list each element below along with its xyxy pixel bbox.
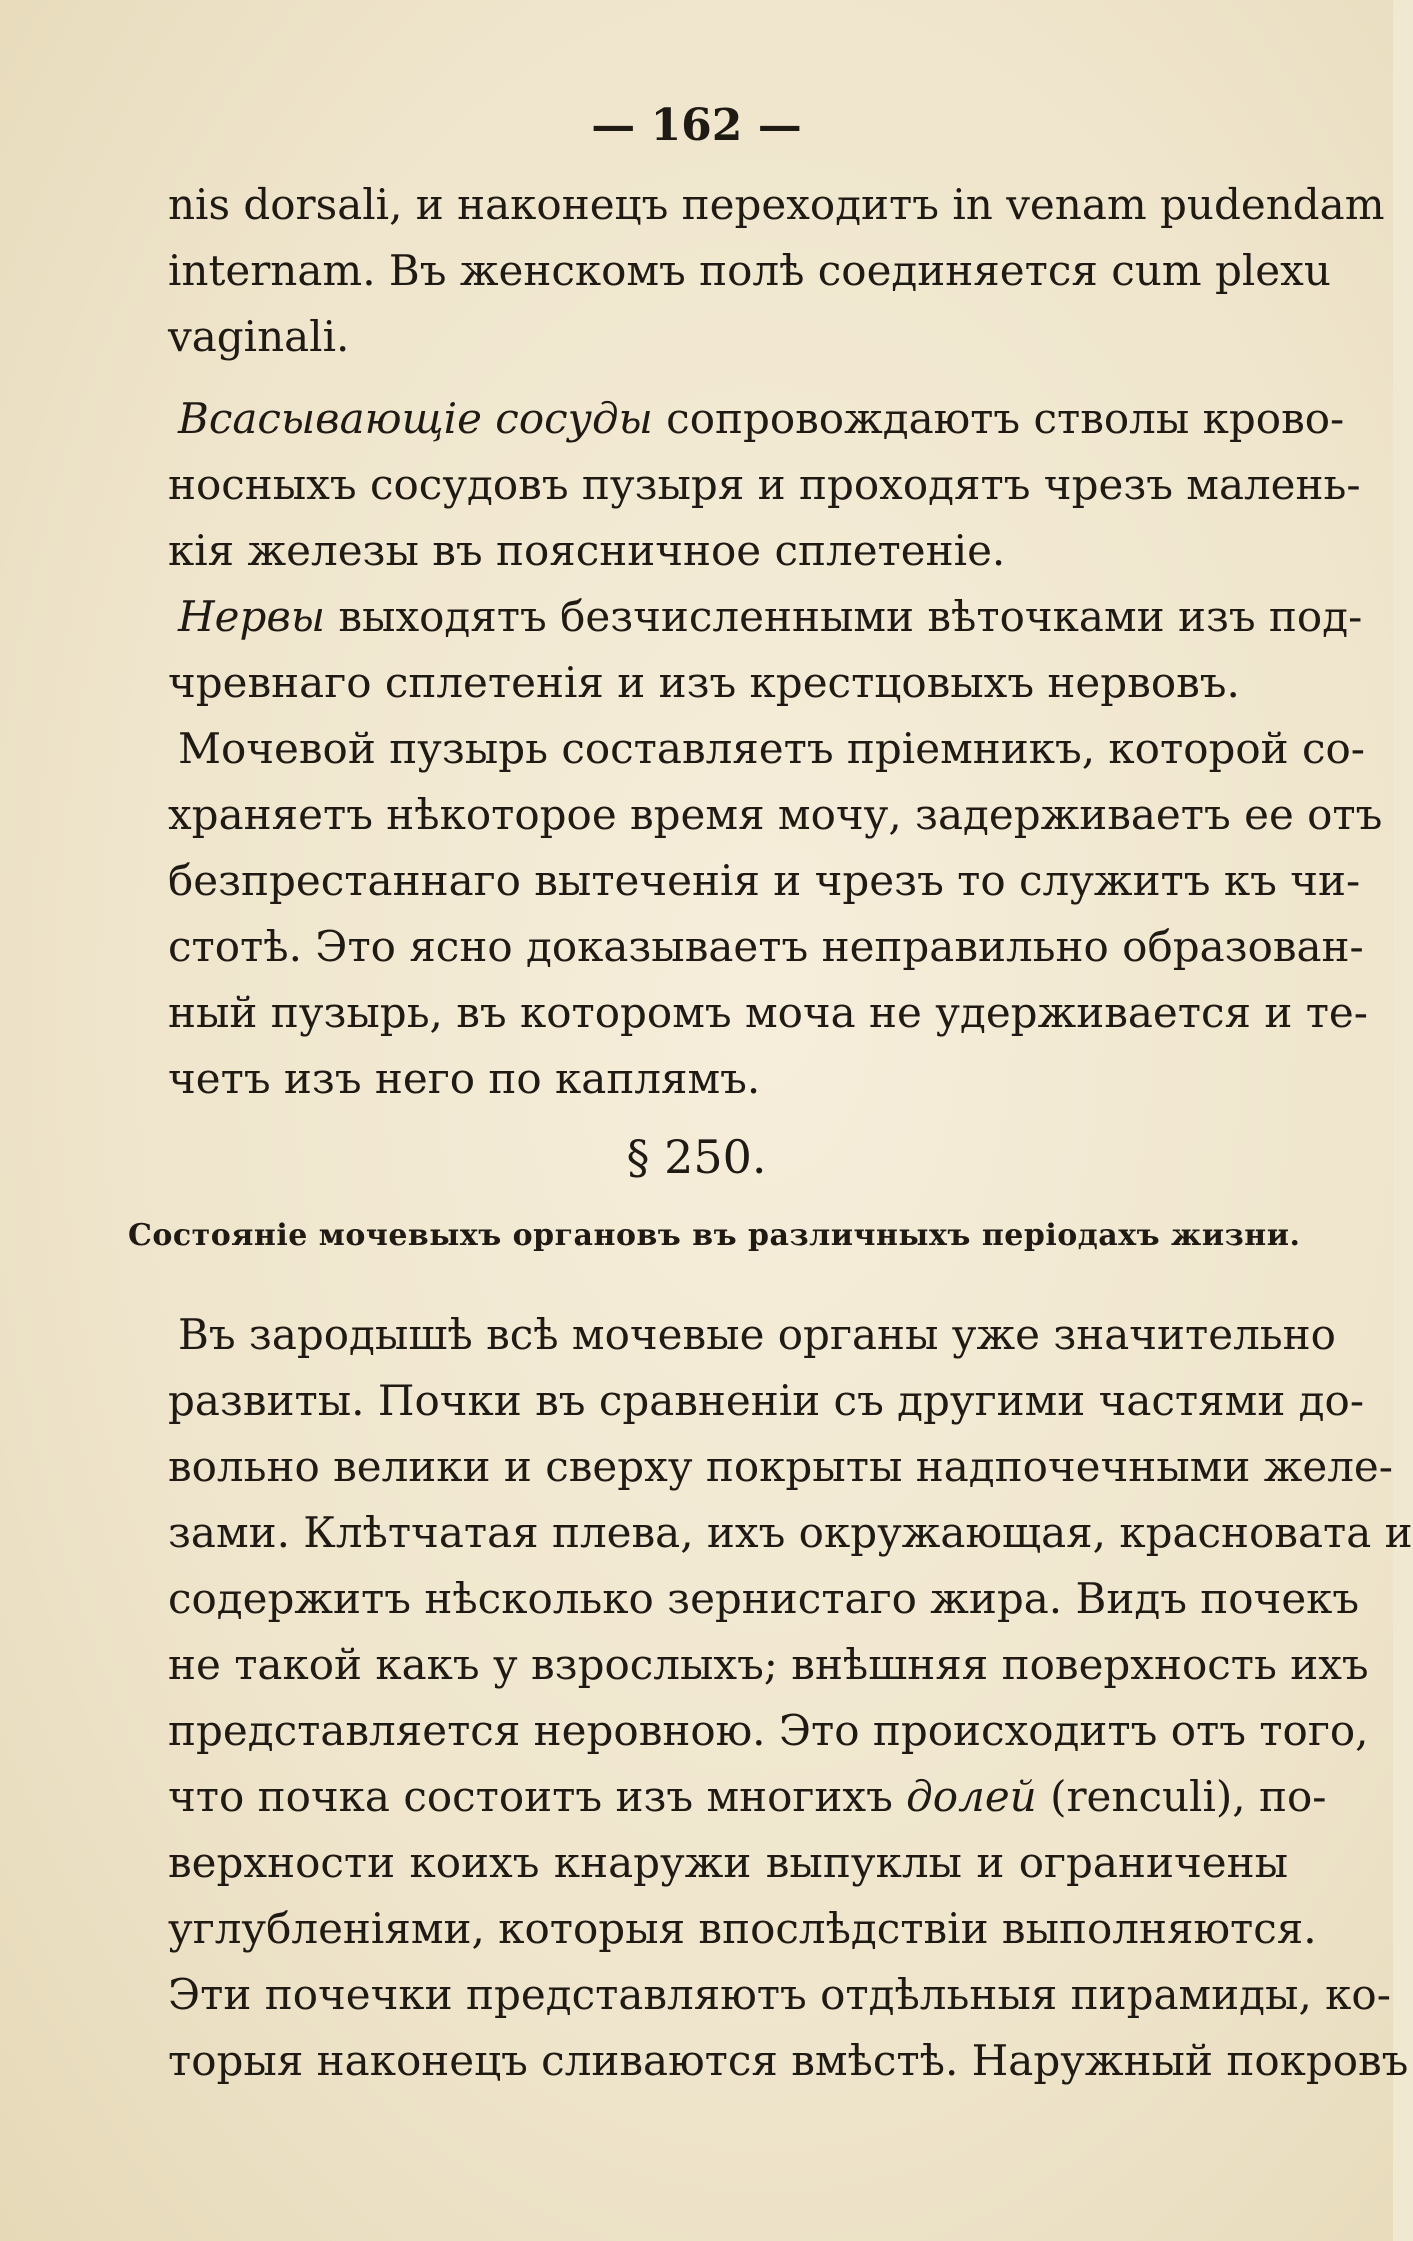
text-line: Въ зародышѣ всѣ мочевые органы уже значительно (178, 1310, 1336, 1359)
text-line: безпрестаннаго вытеченія и чрезъ то служитъ къ чи- (168, 856, 1361, 905)
text-line: торыя наконецъ сливаются вмѣстѣ. Наружный покровъ (168, 2036, 1409, 2085)
italic-term: долей (906, 1772, 1037, 1821)
text-line: не такой какъ у взрослыхъ; внѣшняя поверхность ихъ (168, 1640, 1369, 1689)
text-span: что почка состоитъ изъ многихъ (168, 1772, 907, 1821)
text-line (168, 1764, 1327, 1830)
text-line: чревнаго сплетенія и изъ крестцовыхъ нервовъ. (168, 658, 1240, 707)
text-line: вольно велики и сверху покрыты надпочечными желе- (168, 1442, 1393, 1491)
text-span: выходятъ безчисленными вѣточками изъ под- (325, 592, 1363, 641)
text-line: развиты. Почки въ сравненіи съ другими частями до- (168, 1376, 1365, 1425)
text-span: (renculi), по- (1036, 1772, 1327, 1821)
section-number: § 250. (626, 1130, 767, 1184)
text-line: Эти почечки представляютъ отдѣльныя пирамиды, ко- (168, 1970, 1391, 2019)
text-line (168, 584, 1363, 650)
text-line: верхности коихъ кнаружи выпуклы и ограничены (168, 1838, 1288, 1887)
text-line: internam. Въ женскомъ полѣ соединяется cum plexu (168, 246, 1331, 295)
text-line: храняетъ нѣкоторое время мочу, задерживаетъ ее отъ (168, 790, 1383, 839)
text-line: представляется неровною. Это происходитъ отъ того, (168, 1706, 1369, 1755)
text-line: четъ изъ него по каплямъ. (168, 1054, 761, 1103)
section-title: Состояніе мочевыхъ органовъ въ различныхъ періодахъ жизни. (128, 1218, 1301, 1253)
text-span: сопровождаютъ стволы крово- (652, 394, 1345, 443)
text-line: стотѣ. Это ясно доказываетъ неправильно образован- (168, 922, 1364, 971)
text-line: углубленіями, которыя впослѣдствіи выполняются. (168, 1904, 1317, 1953)
text-line: зами. Клѣтчатая плева, ихъ окружающая, красновата и (168, 1508, 1413, 1557)
text-line: содержитъ нѣсколько зернистаго жира. Видъ почекъ (168, 1574, 1360, 1623)
text-line (168, 386, 1345, 452)
text-line: Мочевой пузырь составляетъ пріемникъ, которой со- (178, 724, 1365, 773)
text-line: кія железы въ поясничное сплетеніе. (168, 526, 1006, 575)
italic-term: Всасывающіе сосуды (178, 394, 653, 443)
paragraph-absorbent-vessels (168, 386, 1361, 584)
page-number: — 162 — (591, 100, 802, 151)
text-line: ный пузырь, въ которомъ моча не удерживается и те- (168, 988, 1368, 1037)
text-line: vaginali. (168, 312, 350, 361)
text-line: носныхъ сосудовъ пузыря и проходятъ чрезъ малень- (168, 460, 1361, 509)
text-line: nis dorsali, и наконецъ переходитъ in venam pudendam (168, 180, 1385, 229)
paragraph-bladder (168, 716, 1383, 1112)
italic-term: Нервы (178, 592, 326, 641)
paragraph-fetal-organs (168, 1302, 1413, 2094)
paragraph-nerves (168, 584, 1363, 716)
paragraph-continuation (168, 172, 1385, 370)
